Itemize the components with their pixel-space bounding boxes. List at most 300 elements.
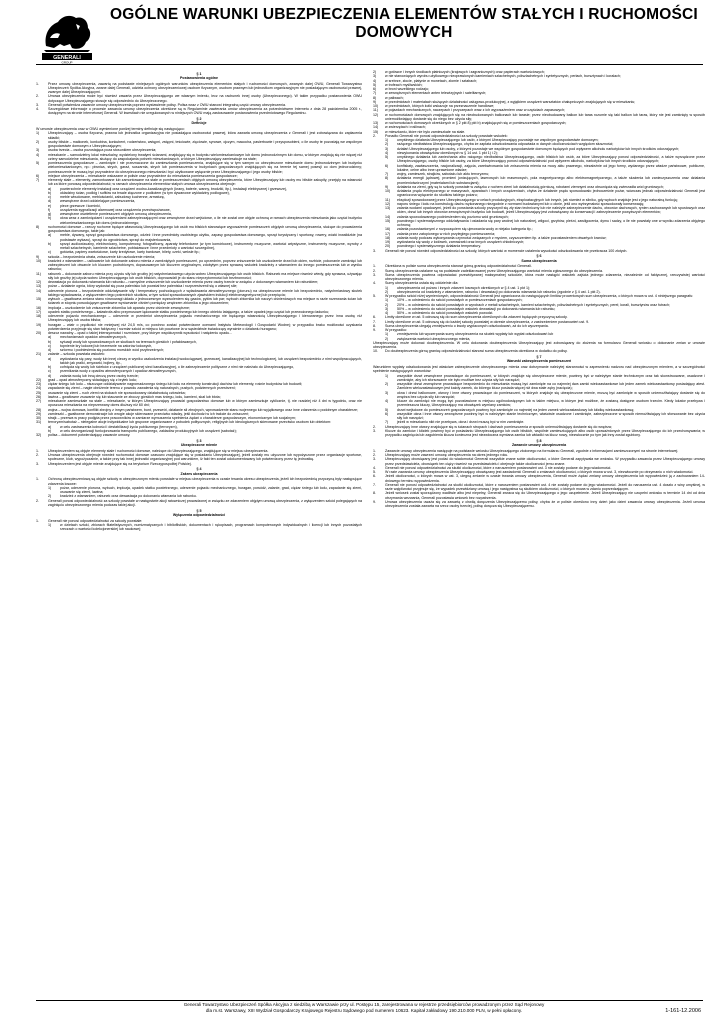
clause-number: 2) [36, 139, 40, 144]
title-divider [36, 64, 703, 65]
clause-text: zapadanie się ziemi – nagłe obniżenie terenu z powodu zawalenia się naturalnych, pustych, podziemnych przestrzeni; [48, 386, 236, 391]
clause-text: Generali nie ponosi odpowiedzialności za skutki okoliczności, które z naruszeniem postanowień ust. 4 nie zostały podane do jego wiadomości. Jeżeli do naruszenia ust. 4 doszło z winy umyślnej, w razie wątpliwości przyjmuje się, że wypadek przewidziany umową i jego następstwa są skutkiem okoliczności, o których mowa w zdaniu poprzedzającym. [385, 482, 705, 491]
clause-text: Ochroną ubezpieczeniową są objęte szkody w ubezpieczonym mieniu powstałe w miejscu ubezpieczenia w czasie trwania okresu ubezpieczenia, jeżeli ich bezpośrednią przyczyną były następujące zdarzenia losowe: [48, 477, 362, 486]
section-title: Wyłączenia odpowiedzialności [172, 512, 226, 517]
sub-clause [373, 176, 705, 185]
clause-text: umyślnego działania Ubezpieczającego lub osób, z którymi Ubezpieczający pozostaje we wspólnym gospodarstwie domowym; [397, 138, 599, 142]
clause-number: d) [48, 373, 52, 378]
clause-number: 23) [36, 382, 42, 386]
clause-number: h) [48, 216, 52, 221]
clause-number: 4. [373, 281, 376, 286]
clause-text: Zawarcie umowy ubezpieczenia następuje na podstawie wniosku Ubezpieczającego złożonego na formularzu Generali, zgodnie z informacjami zamieszczonymi na stronie internetowej. [385, 448, 679, 453]
clause [36, 323, 362, 332]
clause-number: 5. [373, 470, 376, 474]
clause-number: 22) [36, 377, 42, 382]
clause-number: 6. [373, 315, 376, 320]
clause [36, 225, 362, 234]
clause-number: 5) [36, 161, 40, 165]
clause-text: zalania spowodowanego podniesieniem się poziomu wód gruntowych; [397, 214, 509, 219]
clause-number: 24) [36, 386, 42, 391]
clause-text: terroryzm/sabotaż – nielegalne akcje indywidualne lub grupowe organizowane z pobudek politycznych, religijnych lub ideologicznych skierowane przeciwko osobom lub obiektom: [48, 420, 332, 425]
clause-number: 2) [385, 302, 389, 307]
clause [36, 140, 362, 149]
clause-number: 12) [36, 280, 42, 284]
clause-number: d) [48, 199, 52, 204]
clause-number: 1. [36, 81, 39, 86]
clause-number: 1) [48, 522, 52, 527]
clause [373, 500, 705, 509]
clause-number: 7. [373, 482, 376, 487]
clause-number: 20) [385, 244, 391, 249]
clause-text: przenikania wody z opadów atmosferycznych i opadów atmosferycznych, [60, 369, 177, 374]
clause [36, 433, 362, 437]
title-line-1: OGÓLNE WARUNKI UBEZPIECZENIA ELEMENTÓW STAŁYCH I RUCHOMOŚCI [110, 6, 698, 23]
section-title: Zakres ubezpieczenia [180, 471, 218, 476]
clause-text: Generali potwierdza zawarcie umowy ubezpieczenia poprzez wystawienie polisy. Polisa wraz z OWU stanowi integralną część umowy ubezpieczenia. [48, 102, 287, 107]
clause-number: 8. [373, 323, 376, 328]
clause-text: zalania pozostawionymi z rozpoczęciem się ujmowania wody w niejako kategoria itp.; [397, 227, 533, 232]
clause-number: 4) [36, 152, 40, 157]
generali-logo [36, 6, 98, 64]
footer-line-2: dla m.st. Warszawy, XIII Wydział Gospodarczy Krajowego Rejestru Sądowego pod numerem 10623. Kapitał zakładowy 190.210.000 PLN, w pełni opłacony. [205, 1008, 523, 1013]
clause-text: Limity określone w ust. 5 odnoszą się do każdej szkody powstałej w okresie ubezpieczenia, z zastrzeżeniem postanowień ust. 9. [385, 319, 590, 324]
clause-number: 3. [36, 102, 39, 107]
sub-clause [373, 189, 705, 198]
clause-number: 2) [385, 336, 389, 341]
clause-number: 1. [36, 477, 39, 482]
clause-number: 4) [385, 150, 389, 155]
clause-number: 15) [373, 129, 379, 134]
clause-number: b) [48, 190, 52, 195]
clause-number: b) [48, 339, 52, 344]
clause-number: 14) [385, 214, 391, 219]
clause-text: uderzenie pioruna – bezpośrednie oddziaływanie siły i temperatury pochodzących z wyładowania atmosferycznego (piorunu) na ubezpieczone mienie lub bezpośrednio, natychmiastowy skutek takiego wyładowania, z wyłączeniem tego pośrednich skutków, w tym szkód spowodowanych zjawiskiem indukcji elektromagnetycznej lub przepięcia; [48, 288, 362, 297]
clause-number: c) [48, 250, 51, 255]
clause-text: w srebrze, złocie, platynie w monetach, złomie i sztabach; [385, 78, 478, 83]
clause-number: 4. [36, 107, 39, 111]
clause-text: rabunek – dokonanie zaboru mienia przy użyciu siły lub groźby jej natychmiastowego użycia wobec Ubezpieczającego lub osób bliskich. Rabunek ma miejsce również wtedy, gdy sprawca, używając siły lub groźby jej użycia wobec Ubezpieczającego lub osób bliskich, doprowadził je do stanu nieprzytomności lub bezbronności; [48, 271, 362, 280]
clause-number: 6) [36, 173, 40, 178]
clause-text: urządzenia sygnalizacji alarmowej oraz urządzenia przeciwpożarowe, [60, 207, 171, 212]
clause-number: 3) [385, 306, 389, 311]
clause-number: g) [48, 212, 52, 216]
clause-number: 10. [373, 349, 378, 354]
clause-text: Generali nie ponosi również odpowiedzialności za szkody, których wartość w momencie ustalenia wysokości odszkodowania nie przekracza 100 złotych. [385, 248, 628, 253]
clause-number: 1) [385, 373, 389, 378]
clause-number: 3. [373, 428, 376, 433]
clause-number: 5) [373, 82, 377, 87]
clause-number: 2) [385, 289, 389, 294]
clause-text: jeżeli w mieszkaniu nikt nie przebywa, okna i drzwi muszą być w nim zamknięte. [397, 420, 525, 425]
clause-number: a) [48, 335, 52, 340]
clause-text: działań Ubezpieczającego lub osoby, z którymi pozostaje we wspólnym gospodarstwie domowym będących pod wpływem alkoholu narkotyków lub innych środków odurzających; [397, 146, 680, 151]
clause-number: 2. [373, 424, 376, 429]
clause-number: 8) [36, 224, 40, 229]
clause-number: 7) [385, 172, 389, 176]
clause-number: 9. [373, 328, 376, 332]
clause-number: 10) [36, 258, 42, 263]
clause-number: 1. [373, 264, 376, 269]
clause-text: gotówka, papiery wartościowe, karty kredytowe, karty bankowe, bilety, czeki, weksle itp.; [60, 250, 201, 255]
clause-number: 7. [373, 319, 376, 324]
clause-text: mieszkanie zamieszkałe na stałe – mieszkanie, w którym Ubezpieczający prowadzi gospodarstwo domowe lub w którym zamieszkuje cyklicznie, tj. nie rzadziej niż 4 dni w tygodniu, oraz nie opuszcza mieszkania na nieprzerwany okres dłuższy niż 60 dni; [48, 399, 362, 408]
section-title: Suma ubezpieczenia [521, 258, 557, 263]
clause-number: 2) [373, 70, 377, 74]
clause-text: Określona w polisie suma ubezpieczenia stanowi górną granicę odpowiedzialności Generali. [385, 264, 532, 269]
sub-clause [373, 219, 705, 228]
clause-number: 7) [36, 178, 40, 182]
clause-number: 9) [385, 184, 389, 189]
clause-number: 26) [36, 394, 42, 399]
clause-number: 2. [373, 453, 376, 457]
clause [36, 499, 362, 508]
clause-text: miejsce ubezpieczenia – mieszkanie wskazane w polisie oraz przynależne do mieszkania pomieszczenia gospodarcze; [48, 173, 238, 178]
clause-text: deszcz nawalny – opad o takiej intensywności i rozmiarze, przy którym współczynnik wysokości i natężeniu opadu... [48, 331, 233, 335]
clause-text: wojna – wojna domowa, konflikt zbrojny z innym państwem, bunt, przewrót, działanie sił zbrojnych, wprowadzenie stanu wojennego lub wyjątkowego oraz inne zdarzenia o podobnym charakterze; [48, 407, 359, 412]
clause-text: Ubezpieczający inne otwory znajdujące się w ścianach stropach i dachach pomieszczenia w sposób uniemożliwiający dostanie się do wnętrza; [385, 424, 612, 429]
clause-text: Generali nie ponosi odpowiedzialności za skutki okoliczności, które z naruszeniem postanowień ust. 3 nie zostały podane do jego wiadomości. [385, 465, 612, 470]
clause-number: 6) [373, 87, 377, 91]
clause-number: 3. [373, 272, 376, 277]
section-number: § 5 [196, 508, 202, 513]
clause-text: zwiększenia wartości ubezpieczonego mienia, [397, 336, 471, 341]
clause-number: 21) [36, 352, 42, 357]
sub-clause [373, 155, 705, 164]
clause-text: uderzenie pojazdu mechanicznego – uderzenie w przedmiot ubezpieczenia pojazdu mechanicznego nie będącego własnością Ubezpieczającego i kierowanego przez inna osobę niż Ubezpieczający lub osoba bliska; [48, 314, 362, 323]
clause-text: strajk – przerwa w pracy podjęta przez pracowników w zamiarze wymuszenia spełnienia żądań o charakterze gospodarczym, ekonomicznym lub socjalnym; [48, 416, 296, 420]
section-number: § 3 [196, 438, 202, 443]
clause-text: Umowa ubezpieczenia uważa się za zawartą z chwilą doręczenia Ubezpieczającemu polisy, chyba że w polisie określono inny dzień jako dzień zawarcia umowy ubezpieczenia. Jeżeli umowa ubezpieczenia została zawarta na rzecz osoby trzeciej, polisę doręcza się Ubezpieczającemu. [385, 499, 705, 508]
clause-number: 1) [385, 298, 389, 303]
clause-number: 8) [385, 176, 389, 181]
clause-text: ubezpieczenia od pożaru i innych zdarzeń losowych określonych w § 4 ust. 1 pkt 1); [397, 285, 531, 290]
sub-clause [373, 412, 705, 421]
clause-text: w przedmiotach, których łożki wskazuje na przeznaczenie handlowe; [385, 104, 495, 108]
clause-number: a) [48, 424, 52, 429]
clause-text: pomieszczenia gospodarcze – zamknięte i nie przeznaczone do zamieszkania pomieszczenia, znajdujące się w tym samym co ubezpieczone mieszkanie domu jednorodzinnym lub budynku wielomieszkaniowym, np.: piwnica, strych, garaż, suszarnia, strych lub pomieszczenia w budynkach gospodarczych znajdujących się na terenie tej samej posesji co dom jednorodzinny; pomieszczenie te muszą być przynależne do ubezpieczonego mieszkania i być użytkowane wyłącznie przez Ubezpieczającego i jego osoby bliskie; [48, 161, 362, 174]
clause-text: topnienie kry lodowej lub bezrewnie na zatorów lodowych, [60, 343, 153, 348]
clause-number: 2) [385, 142, 389, 147]
clause-text: Umowa ubezpieczenia może być również zawarta przez Ubezpieczającego we własnym imieniu, lecz na rachunek innej osoby (Ubezpieczonego). W takim przypadku postanowienia OWU dotyczące Ubezpieczającego stosuje się odpowiednio do Ubezpieczonego. [48, 94, 362, 103]
clause-text: ciężar śniegu lub lodu – niszczące oddziaływanie nagromadzonego śniegu lub lodu na elementy konstrukcji dachów lub elementy, rośnie budynków lub budowli; [48, 382, 303, 386]
clause-text: sytuacji wody lub spowodowanych ze skutkach na terenach górskich i pofałdowanych, [60, 339, 197, 344]
clause-text: mechanizmach opadów atmosferycznych, [60, 335, 127, 340]
clause-text: Jeżeli okoliczności, o których mowa w ust. 3, ulegną zmianie w czasie trwania umowy ubezpieczenia, Generali może żądać zmiany umowy ubezpieczenia lub wypowiedzieć ją z zachowaniem 14-dniowego terminu wypowiedzenia. [385, 474, 705, 483]
clause-number: 16) [36, 305, 42, 310]
clause-text: zalania wodami opadowymi, jeżeli do powstania szkody przyczynił się zły stan techniczny lub nie należyte zabezpieczenie dachu, otworów dachowych, rynien zachowanych lub spustowych oraz okien, drzwi lub innych otworów zewnętrznych budynku lub budowli, jeżeli Ubezpieczający jest zobowiązany do konserwacji i zabezpieczenie powyższych elementów; [397, 206, 705, 215]
clause-number: 2. [36, 453, 39, 457]
clause-number: d) [48, 348, 52, 352]
clause-text: zalania przez zatopionego w nich przyleglego pomieszczenia; [397, 231, 496, 236]
clause-number: 1. [36, 448, 39, 453]
title-line-2: DOMOWYCH [355, 24, 453, 41]
left-column [36, 70, 362, 531]
section-number: § 6 [536, 254, 542, 259]
paragraph: W umowie ubezpieczenia oraz w OWU wymienione poniżej terminy definiuje się następująco: [36, 127, 185, 131]
clause-text: osoba trzecia – osoba pozostająca poza stosunkiem ubezpieczenia; [48, 148, 157, 153]
clause-text: zalania wody podczas wykonywania czynności związanych z myciem, czyszczeniem itp. a także pozostawieniem otwartych kranów; [397, 235, 607, 240]
clause-text: grad – opad atmosferyczny składający się z bryłek lodu; [48, 377, 137, 382]
clause-number: 2) [48, 494, 52, 499]
clause-number: 3. [373, 248, 376, 253]
clause [36, 462, 362, 466]
sub-clause [373, 374, 705, 383]
clause-number: 3. [373, 457, 376, 462]
clause-text: wojny, zamieszek, strajków, sabotażu lub aktu terroryzmu; [397, 172, 490, 176]
clause-text: Sumę ubezpieczenia ustalane są na podstawie zadeklarowanej przez Ubezpieczającego wartości mienia zgłoszonego do ubezpieczenia. [385, 268, 603, 273]
clause-text: W przypadku szkód niżej wymienionych, odpowiedzialność Generali jest ograniczona do następujących limitów procentowych sum ubezpieczenia, o których mowa w ust. 4 niniejszego paragrafu: [385, 294, 694, 298]
clause-text: drzwi wejściowe do pomieszczeń gospodarczych powinny być zamknięte co najmniej na jeden zamek wielozastawkowy lub kłódkę wielozastawkową; [397, 407, 635, 412]
clause-text: działania energii jądrowej, promieni jonizujących, laserowych lub maserowych, pola magnetycznego albo elektromagnetycznego, a także skażenia lub zanieczyszczenia oraz działania promieniotwórczymi (materiałami lub substancjami); [397, 176, 705, 185]
clause-number: a) [48, 356, 52, 361]
clause-text: powolnego i systematycznego oddziaływania i osiadania się pary wodnej lub naturalnej, wilgoci, grzybów, pleśni, zawilgocenia, dymu i sadzy, o ile nie powstały one w wyniku zdarzenia objętego ochroną; [397, 218, 705, 227]
clause-number: 9) [373, 99, 377, 104]
clause-text: w pojazdach mechanicznych, naczepach i przyczepach wraz z ich wyposażeniem oraz w częściach zapasowych; [385, 108, 565, 113]
logo-wordmark: GENERALI [53, 54, 81, 61]
clause-text: w celu dezorganizacji funkcjonowania transportu publicznego, zakładów produkcyjnych lub urządzeń (sabotaż); [60, 428, 237, 433]
paragraph: Ubezpieczający może dokonać doubezpieczenia. W celu dokonania doubezpieczenia Ubezpieczający jest zobowiązany do złożenia na formularzu Generali wniosku o dokonanie zmian w umowie ubezpieczenia. [373, 340, 705, 349]
clause-number: 11) [385, 197, 390, 202]
clause-text: huragan – wiatr o prędkości nie mniejszej niż 24,5 m/s, co powinno zostać potwierdzone ocenami Instytutu Meteorologii i Gospodarki Wodnej; w przypadku braku możliwości uzyskania potwierdzenia przyjmuje się stan faktyczny i rozmiar szkód w miejscu lub pocztowe la w sąsiedztwie świadczący wyraźnie o działaniu huraganu; [48, 322, 362, 331]
clause-number: 29) [36, 411, 42, 416]
clause-text: Ubezpieczeniem jest objęte mienie znajdujące się na terytorium Rzeczypospolitej Polskiej. [48, 461, 192, 466]
clause-number: 1) [385, 285, 389, 290]
sub-clause [36, 242, 362, 251]
clause-text: Szczegółowe informacje o procesie zawarcia umowy ubezpieczenia określone są w Regulaminie zawierania umów ubezpieczenia za pośrednictwem Internetu z dnia 28 października 2005 r., dostępnym na stronie internetowej Generali. W kwestiach nie uregulowanych w niniejszych OWU mają zastosowanie postanowienia przedmiotowego Regulaminu. [48, 107, 362, 116]
clause-number: 1. [373, 448, 376, 453]
clause-number: 1) [385, 138, 389, 142]
clause-number: 5. [373, 294, 376, 298]
section-number: § 1 [196, 71, 202, 76]
clause-text: zamieszki – gwałtowne demonstracje lub wrogie akcje skierowane przeciwko władzy, jeśli dochodzi w ich trakcie do zniszczeń; [48, 411, 250, 416]
clause-number: 9. [373, 499, 376, 504]
clause-number: 6) [385, 411, 389, 416]
clause-text: sprzęt audiowizualny, elektroniczny, komputerowy, fotograficzny, aparaty telefoniczne (w tym komórkowe), instrumenty muzyczne, wartości artystyczne, instrumenty muzyczne, wyroby z metali szlachetnych, kamienie szlachetne, pobłażawcze i inne przedmioty o wartości szczególnej, [60, 241, 362, 250]
section-number: § 2 [196, 117, 202, 121]
clause-text: powolnego i systematycznego działania temperatury. [397, 244, 482, 249]
clause-text: Ubezpieczający może zawrzeć umowę ubezpieczenia na okres jednego roku. [385, 453, 509, 457]
clause-text: zalania wodą lub inną cieczą przez osoby trzecie; [60, 373, 139, 378]
footer-divider [36, 1000, 703, 1001]
clause [36, 314, 362, 323]
clause-text: mieszkanie – samodzielny lokal mieszkalny, wydzielony trwałymi ścianami, znajdujący się w budynku wielomieszkaniowym lub domu jednorodzinnym lub domu, w którym znajdują się nie więcej niż cztery samodzielne mieszkania, służący do zaspokajania potrzeb mieszkaniowych, w którym Ubezpieczający zamieszkuje na stałe; [48, 152, 362, 161]
clause-text: Do doubezpieczenia górną granicę odpowiedzialności stanowi suma ubezpieczenia określona w dodatku do polisy. [385, 349, 568, 354]
clause-text: W razie zawarcia umowy ubezpieczenia Ubezpieczający obowiązany jest zawiadomić Generali o zmianach okoliczności, o których mowa w ust. 3, niezwłocznie po otrzymaniu o nich wiadomości. [385, 470, 694, 474]
clause-number: 19) [385, 240, 391, 244]
section-number: § 8 [536, 438, 542, 443]
clause [36, 94, 362, 103]
clause-text: w paliwach; [385, 95, 404, 100]
clause-text: wszystkie drzwi zewnętrzne prowadzące do pomieszczeń, w których znajduje się ubezpieczone mienie, powinny być w należytym stanie technicznym oraz tak skonstruowane, osadzone i zamknięte, aby ich sforsowanie nie było możliwe bez użycia siły lub narzędzi; [397, 373, 705, 382]
clause-text: Ubezpieczający obowiązany jest podać do wiadomości Generali wszystkie znane sobie okoliczności, o które Generali zapytywała we wniosku. W przypadku zawarcia przez Ubezpieczającego umowy przez przedstawiciela, obowiązek ten ciąży również na przedstawicielu i obejmuje także okoliczności jemu znane. [385, 457, 705, 466]
clause [373, 113, 705, 122]
section-title: Zawarcie umowy ubezpieczenia [511, 443, 567, 447]
clause-text: zalanie – szkoda powstała wskutek: [48, 352, 105, 357]
clause-number: 32) [36, 433, 42, 437]
clause-text: 10% – w odniesieniu do szkód powstałych w pomieszczeniach gospodarczych; [397, 298, 523, 303]
clause-text: osuwanie się ziemi – ruch ziemi na stokach nie spowodowany działalnością człowieka; [48, 390, 186, 395]
sub-clause [373, 399, 705, 408]
clause-text: klucze do zamknięć nie mogą być pozostawione w miejscu ogólnodostępnym lub w takim miejscu, w którym jest możliwe, że zostaną dostępne osobom trzecim. Kiedy lokator przebywa i przemieszcza kluczy, Ubezpieczający ma obowiązek wymiany zamków; [397, 399, 705, 408]
clause-number: 2. [36, 94, 39, 99]
clause-number: 13) [373, 121, 379, 125]
clause-number: 27) [36, 399, 42, 403]
clause-text: w nie stanowiących wyrobu użytkowego nieoprawionych kamieniach szlachetnych, półszlachetnych i syntetycznych, perłach, bursztynach i koralach; [385, 74, 621, 79]
clause-number: 3) [36, 148, 40, 153]
clause-text: w broni wszelkiego rodzaju; [385, 87, 429, 91]
clause [36, 453, 362, 462]
clause-number: 30) [36, 416, 42, 420]
clause-text: W przypadku: [385, 328, 407, 332]
clause-text: w trofeach myśliwskich; [385, 82, 423, 87]
sub-clause [373, 206, 705, 215]
clause-number: 13) [385, 206, 391, 210]
section-title: Definicje [191, 121, 207, 126]
sub-clause [36, 233, 362, 242]
section-title: Ubezpieczone mienie [180, 443, 218, 447]
paragraph: Warunkiem wypłaty odszkodowania jest właściwe zabezpieczenie ubezpieczonego mienia oraz dotrzymanie należytej staranności w zapewnieniu nadzoru nad ubezpieczonym mieniem, a w szczególności spełnienie następujących warunków: [373, 365, 705, 374]
clause-text: Ubezpieczający – osoba fizyczna, prawna lub jednostka organizacyjna nie posiadająca osobowości prawnej, która zawarła umowę ubezpieczenia z Generali i jest zobowiązana do zapłacenia składki; [48, 131, 362, 140]
clause-text: w przedmiotach i materiałach służących działalności usługowo-produkcyjnej, z wyjątkiem urządzeń warsztatów chałupniczych znajdujących się w mieszkaniu; [385, 99, 636, 104]
right-column [373, 70, 705, 508]
clause-number: 4) [373, 78, 377, 83]
clause-number: 8) [373, 95, 377, 100]
clause-number: 18) [385, 235, 391, 240]
clause-text: powierzchnie elementy instalacji oraz urządzeń wodno-kanalizacyjnych (krany, baterie, wanny, brodziki, itp.), instalacji elektrycznej i grzewczej, [60, 186, 287, 191]
clause [36, 259, 362, 272]
clause-text: eksplozji spowodowanej przez Ubezpieczającego w celach produkcyjnych, eksploatacyjnych lub innych, jak również w silniku, gdy wybuch znajduje jest z jego naturalną funkcją; [397, 197, 678, 202]
clause-number: 14) [36, 288, 42, 293]
clause-number: c) [48, 195, 51, 199]
clause-text: zmniejszenia lub wyczerpania sumy ubezpieczenia na skutek wypłaty lub wypłat odszkodowań lub [397, 332, 554, 337]
sub-clause [373, 391, 705, 400]
clause [36, 161, 362, 174]
clause [373, 483, 705, 492]
form-code: 1-161-12.2006 [665, 1008, 701, 1014]
clause [373, 491, 705, 500]
clause-text: w celu zastraszenia ludności i destabilizacji życia publicznego (terroryzm), [60, 424, 178, 429]
clause-text: w gotówce i innych środkach płatniczych (krajowych i zagranicznych) oraz papierach wartościowych; [385, 70, 545, 74]
clause-text: wydostania się wody z lodówek, zamrażarki oraz innych urządzeń chłodniczych; [397, 240, 525, 244]
clause-text: wszystkie drzwi zewnętrzne prowadzące bezpośrednio do mieszkania muszą być zamknięte na co najmniej dwa zamki wielozastawkowe lub jeden zamek wielozastawkowy posiadający atest. Zamkiem wielozastawkowym jest każdy zamek, do którego klucz posiada więcej niż dwa stałe zęby (nacięcia); [397, 382, 705, 391]
clause-number: 1. [36, 518, 39, 523]
clause-number: 13) [36, 284, 42, 289]
clause [36, 272, 362, 281]
clause-number: 12) [373, 112, 379, 117]
clause-text: Przez umowę ubezpieczenia, zawartą na podstawie niniejszych ogólnych warunków ubezpieczenia elementów stałych i ruchomości domowych, zwanych dalej OWU, Generali Towarzystwo Ubezpieczeń Spółka Akcyjna, zwane dalej Generali, udziela ochrony ubezpieczeniowej osobom fizycznym, osobom prawnym lub jednostkom organizacyjnym nie posiadającym osobowości prawnej, zwanym dalej Ubezpieczającymi. [48, 81, 362, 94]
clause-number: 7) [373, 91, 377, 96]
clause [373, 429, 705, 438]
clause-text: kradzież z włamaniem, rabunek oraz dewastacja po dokonaniu włamania lub rabunku. [60, 494, 197, 499]
clause [373, 349, 705, 353]
section-number: § 4 [196, 467, 202, 472]
clause-number: 4. [373, 465, 376, 470]
clause-text: osoby bliskie – małżonek, konkubina, konkubent, rodzeństwo, wstępni, zstępni, teściowie, zięciowie, synowe, ojczym, macocha, pasierbowie i przysposobieni, o ile osoby te pozostają we wspólnym gospodarstwie domowym z Ubezpieczającym; [48, 139, 362, 148]
clause-text: Ponadto Generali nie ponosi odpowiedzialności za szkody powstałe wskutek: [385, 133, 508, 138]
clause-text: okna wraz z zamknięciami i urządzeniami zabezpieczającymi oraz zewnętrzne drzwi wejściowe, o ile nie został one objęte ochroną w ramach ubezpieczenia mieszkania jako części budynku wielomieszkaniowego lub domu jednorodzinnego; [60, 216, 362, 225]
clause-number: 1) [36, 131, 40, 136]
clause-text: Suma ubezpieczenia powinna odpowiadać przewidywanej maksymalnej szkodzie, która może nastąpić wskutek zajścia jednego zdarzenia, niezależnie od faktycznej, rzeczywistej wartości ubezpieczonego mienia. [385, 272, 705, 281]
clause-number: a) [48, 186, 52, 191]
clause-number: 25) [36, 390, 42, 395]
clause-number: b) [48, 365, 52, 369]
clause-text: Generali nie ponosi odpowiedzialności za szkody powstałe: [48, 518, 143, 523]
clause-text: cofnięcia się wody lub ścieków z urządzeń publicznej sieci kanalizacyjnej, o ile zabezpieczenie polityczne z nimi nie należało do Ubezpieczającego, [60, 365, 295, 369]
clause [36, 153, 362, 162]
clause-text: w zewnętrznych elementach anten telewizyjnych i satelitarnych; [385, 91, 487, 96]
clause-number: 12) [385, 201, 391, 206]
clause-text: w dziełach sztuki, zbiorach filatelistycznych, numizmatycznych i bibliofilskich, dokumentach i rękopisach, programach komputerowych indywidualnych i licencji lub innych pozostałych rzeczach o wartości kolekcjonerskiej lub naukowej; [60, 522, 362, 531]
clause-text: meble, dywany, sprzęt gospodarstwa domowego, odzież i inne przedmioty osobistego użytku, zapasy gospodarstwa domowego, sprzęt turystyczny i sportowy, rowery, wózki inwalidzkie (na podstawie wykazu), sprzęt do ogrodnictwa, sprzęt do majsterkowania, [60, 233, 362, 242]
clause-number: 11) [373, 108, 378, 113]
clause-text: wszystkie okna i inne otwory zewnętrzne powinny być w należytym stanie technicznym, właściwie osadzone i zamknięte, zabezpieczone w sposób niemożliwiający ich sforsowanie bez użycia siły lub narzędzi; [397, 411, 705, 420]
clause-number: 1) [385, 332, 389, 337]
clause [373, 457, 705, 466]
clause-text: pożar, uderzenie pioruna, wybuch, implozja, upadek statku powietrznego, uderzenie pojazdu mechanicznego, huragan, powódź, zalanie, grad, ciężar śniegu lub lodu, zapadanie się ziemi, osuwanie się ziemi, lawina; [60, 485, 362, 494]
sub-clause [36, 357, 362, 366]
clause-number: 3. [36, 461, 39, 466]
clause-number: 31) [36, 420, 42, 425]
clause-text: meble wbudowane, meblościanki, zabudowy kuchenne, armaturę, [60, 195, 165, 199]
clause-text: szkoda – bezpośrednia utrata, zniszczenie lub uszkodzenie mienia; [48, 254, 156, 259]
clause-text: Generali ponosi odpowiedzialność za szkody powstałe w następstwie akcji ratowniczej prowadzonej w związku ze zdarzeniem objętym umową ubezpieczenia, z wyłączeniem szkód polegających na zaginięciu ubezpieczonego mienia podczas takiej akcji. [48, 498, 362, 507]
clause-text: Sumy ubezpieczenia ustala się oddzielnie dla: [385, 281, 459, 286]
clause [373, 249, 705, 253]
clause-text: 50% – w odniesieniu do szkód powstałych wskutek dewastacji po dokonaniu włamania lub rabunku; [397, 306, 556, 311]
clause-number: 19) [36, 322, 42, 327]
clause-text: dewastacja po dokonaniu włamania lub rabunku – rozmyślne zniszczenie lub uszkodzenie mienia przez osoby trzecie w związku z dokonanym włamaniem lub rabunkiem; [48, 280, 319, 284]
sub-clause [36, 486, 362, 495]
sub-clause [373, 382, 705, 391]
clause-number: 6. [373, 474, 376, 479]
clause-text: rażącego niedbalstwa Ubezpieczającego, chyba że zapłata odszkodowania odpowiada w danych okolicznościach względom słuszności; [397, 142, 614, 147]
clause-text: Ubezpieczeniem są objęte elementy stałe i ruchomości domowe, należące do Ubezpieczającego, znajdujące się w miejscu ubezpieczenia. [48, 448, 269, 453]
clause-text: polisa – dokument potwierdzający zawarcie umowy. [48, 433, 131, 437]
clause-number: 16) [385, 227, 391, 232]
clause-number: 5) [385, 155, 389, 159]
clause-text: upadek statku powietrznego – katastrofa albo przymusowe lądowanie statku powietrznego lub innego obiektu latającego, a także upadek jego części lub przewożonego ładunku; [48, 309, 330, 314]
clause-text: umyślnego działania lub zaniechania albo rażącego niedbalstwa Ubezpieczającego, osób bliskich lub osób, za które Ubezpieczający ponosi odpowiedzialność, a także wyrządzone przez Ubezpieczającego, osoby bliskie lub osoby, za które Ubezpieczający ponosi odpowiedzialność pod wpływem alkoholu, narkotyków lub innych środków odurzających; [397, 155, 705, 164]
clause-number: 15) [385, 218, 391, 223]
clause-text: Umowa ubezpieczenia obejmuje również ruchomości domowe czasowo znajdujące się w posiadaniu Ubezpieczającej, jeżeli zostały mu użyczone lub wypożyczone przez organizacje sportowe, społeczne, klub, wypożyczalnie, a także przy tak innej jednostki organizacyjnej pod warunkiem, iż fakt ten został udokumentowany lub potwierdzony przez tę jednostkę. [48, 453, 362, 462]
clause-number: 1) [48, 485, 52, 490]
clause-text: wydostania się pary, wody lub innej cieczy w wyniku uszkodzenia instalacji wodociągowej, grzewczej, kanalizacyjnej lub technologicznej, lub urządzeń bezpośrednio z nimi współpracujących, takich jak pralki, zmywarki, bojlery, itp., [60, 356, 362, 365]
clause-text: działania na ziemi, gdy są to szkody powstałe w związku z ruchem ziemi lub działalnością górniczą, robotami ziemnymi oraz obsunięcia się zwierzadła wód gruntowych; [397, 184, 664, 189]
company-footer [104, 1002, 624, 1014]
clause-number: 15) [36, 297, 42, 301]
clause-number: e) [48, 203, 52, 208]
clause-text: Klucze do zamków i kłódek powinny być w posiadaniu Ubezpieczającego lub osób bliskich, wspólnie zamieszkujących albo osób upoważnionych przez Ubezpieczającego do ich przechowywania; w przypadku zaginięcia lub zagubienia klucza konieczna jest niezwłoczna wymiana zamka lub wkładki na klucz nowy, niezwłocznie po tym jak inny został zgubiony. [385, 428, 705, 437]
clause-number: 5) [385, 407, 389, 412]
clause-number: 17) [36, 309, 42, 314]
clause-text: piece grzewcze i kominki, [60, 203, 101, 208]
footer-line-1: Generali Towarzystwo Ubezpieczeń Spółka Akcyjna z siedzibą w Warszawie przy ul. Postępu 15, zarejestrowana w rejestrze przedsiębiorców prowadzonym przez Sąd Rejonowy [183, 1002, 545, 1007]
clause-text: pożar – działanie ognia, który wydostał się poza palenisko lub powstał bez paleniska i rozprzestrzenił się o własnej sile; [48, 284, 238, 289]
clause-text: elementy stałe – elementy, zamontowane lub zamontowane na stałe w pomieszczeniach objętych umową ubezpieczenia, które Ubezpieczający lub osoby mu bliskie zakupiły, przejęły na własność lub za które ponoszą odpowiedzialność; w ramach ubezpieczenia elementów stałych umowa ubezpieczenia obejmuje: [48, 178, 362, 187]
clause-number: 2. [36, 498, 39, 503]
clause [36, 477, 362, 486]
clause-number: 3) [385, 146, 389, 151]
section-title: Warunki zabezpieczenia pomieszczeń [506, 359, 572, 364]
clause-text: wewnętrzne oświetlenie pomieszczeń objętych umową ubezpieczenia, [60, 212, 172, 216]
clause-number: 4) [385, 399, 389, 403]
clause-number: 17) [385, 231, 391, 236]
clause-text: w mieszkaniu, które nie było zamieszkałe na stałe. [385, 129, 466, 134]
clause-number: 7) [385, 420, 389, 425]
clause-number: b) [48, 241, 52, 246]
clause-text: Jeżeli wniosek został sporządzony wadliwie albo jest niepełny, Generali zwraca się do Ubezpieczającego o jego uzupełnienie. Jeżeli Ubezpieczający nie uzupełni wniosku w terminie 14 dni od dnia otrzymania wezwania, Generali pozostawia wniosek bez rozpatrzenia. [385, 491, 705, 500]
logo-subtext: GROUP [61, 60, 73, 64]
